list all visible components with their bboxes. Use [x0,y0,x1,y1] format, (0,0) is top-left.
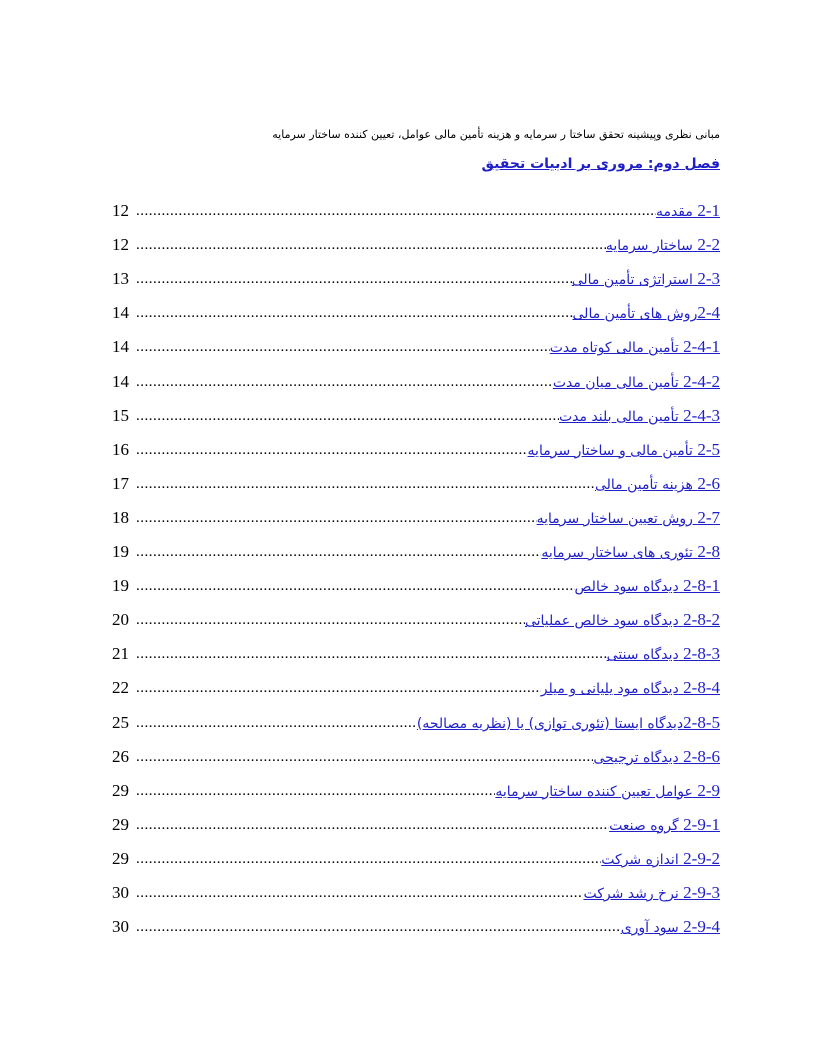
toc-entry-number: 2-8-4 [683,678,720,698]
toc-entry-label: تئوری های ساختار سرمایه [541,545,693,562]
toc-dot-leader [136,783,495,802]
toc-dot-leader [136,544,541,563]
toc-entry-label: هزینه تأمین مالی [594,476,693,493]
toc-entry-link[interactable] [593,747,720,768]
toc-entry-number: 2-8-6 [683,746,720,766]
toc-entry-label: تأمین مالی و ساختار سرمایه [527,442,693,459]
toc-entry-link[interactable] [525,610,720,631]
toc-row [112,427,720,461]
toc-page-number: 14 [112,337,129,357]
toc-entry-link[interactable] [583,883,720,904]
toc-row [112,836,720,870]
toc-row [112,188,720,222]
toc-dot-leader [136,612,525,631]
toc-entry-label: تأمین مالی کوتاه مدت [549,340,679,357]
toc-dot-leader [136,476,595,495]
toc-entry-link[interactable] [609,815,720,836]
toc-entry-link[interactable] [417,713,720,734]
toc-entry-label: مقدمه [655,204,693,221]
toc-entry-number: 2-4-2 [683,371,720,391]
toc-dot-leader [136,374,553,393]
toc-dot-leader [136,749,593,768]
toc-entry-label: گروه صنعت [609,817,679,834]
toc-entry-label: تأمین مالی بلند مدت [558,408,679,425]
toc-entry-number: 2-8-5 [683,712,720,732]
toc-page-number: 30 [112,882,129,902]
toc-entry-label: دیدگاه ایستا (تئوری توازی) یا (نظریه مصالحه) [416,715,684,732]
toc-row [112,222,720,256]
toc-dot-leader [136,817,609,836]
toc-entry-label: سود آوری [620,920,679,937]
toc-entry-link[interactable] [495,781,720,802]
toc-page-number: 15 [112,405,129,425]
toc-row [112,563,720,597]
toc-page-number: 25 [112,712,129,732]
toc-entry-link[interactable] [541,542,720,563]
toc-page-number: 21 [112,644,129,664]
toc-entry-link[interactable] [595,474,720,495]
toc-dot-leader [136,271,572,290]
toc-entry-link[interactable] [621,917,720,938]
toc-page-number: 17 [112,473,129,493]
toc-entry-number: 2-1 [697,201,720,221]
toc-entry-number: 2-9-4 [683,917,720,937]
toc-entry-number: 2-9-2 [683,848,720,868]
toc-page-number: 22 [112,678,129,698]
toc-page-number: 19 [112,576,129,596]
toc-page-number: 14 [112,371,129,391]
toc-entry-label: دیدگاه سنتی [606,647,679,664]
toc-dot-leader [136,680,541,699]
toc-page-number: 16 [112,439,129,459]
toc-entry-link[interactable] [607,644,720,665]
toc-row [112,631,720,665]
toc-entry-label: تأمین مالی میان مدت [552,374,679,391]
toc-entry-link[interactable] [573,303,720,324]
toc-entry-link[interactable] [572,269,720,290]
toc-row [112,495,720,529]
toc-row [112,461,720,495]
toc-entry-link[interactable] [559,406,720,427]
toc-page-number: 20 [112,610,129,630]
toc-dot-leader [136,339,550,358]
toc-entry-label: دیدگاه سود خالص [574,579,679,596]
toc-entry-number: 2-4-1 [683,337,720,357]
toc-row [112,802,720,836]
toc-row [112,699,720,733]
toc-dot-leader [136,203,656,222]
toc-dot-leader [136,408,559,427]
toc-row [112,734,720,768]
toc-entry-label: عوامل تعیین کننده ساختار سرمایه [495,783,693,800]
toc-page-number: 26 [112,746,129,766]
toc-dot-leader [136,885,583,904]
toc-page-number: 30 [112,917,129,937]
toc-entry-number: 2-7 [697,507,720,527]
toc-dot-leader [136,305,573,324]
toc-page-number: 13 [112,269,129,289]
toc-entry-label: روش تعیین ساختار سرمایه [536,510,693,527]
toc-entry-number: 2-8-3 [683,644,720,664]
toc-entry-number: 2-9 [697,780,720,800]
toc-page-number: 18 [112,507,129,527]
toc-dot-leader [136,442,528,461]
toc-entry-number: 2-4-3 [683,405,720,425]
toc-entry-link[interactable] [541,678,720,699]
toc-row [112,870,720,904]
toc-row [112,529,720,563]
toc-dot-leader [136,578,575,597]
toc-entry-label: ساختار سرمایه [605,238,693,255]
toc-page-number: 14 [112,303,129,323]
toc-row [112,358,720,392]
toc-entry-label: دیدگاه ترجیحی [593,749,679,766]
toc-entry-link[interactable] [528,440,720,461]
toc-page-number: 29 [112,814,129,834]
toc-dot-leader [136,715,417,734]
toc-entry-number: 2-4 [697,303,720,323]
toc-entry-label: استراتژی تأمین مالی [571,272,693,289]
toc-row [112,324,720,358]
toc-dot-leader [136,646,607,665]
toc-dot-leader [136,237,606,256]
toc-page-number: 29 [112,848,129,868]
toc-entry-link[interactable] [553,372,720,393]
toc-row [112,904,720,938]
toc-entry-number: 2-5 [697,439,720,459]
toc-entry-label: دیدگاه مود یلیانی و میلر [540,681,679,698]
toc-dot-leader [136,510,537,529]
toc-entry-link[interactable] [537,508,720,529]
toc-row [112,597,720,631]
toc-entry-number: 2-2 [697,235,720,255]
toc-row [112,290,720,324]
toc-entry-link[interactable] [601,849,720,870]
toc-entry-label: روش های تأمین مالی [572,306,698,323]
toc-entry-link[interactable] [606,235,720,256]
toc-entry-label: نرخ رشد شرکت [583,885,679,902]
toc-page-number: 19 [112,542,129,562]
toc-row [112,393,720,427]
toc-entry-number: 2-8 [697,542,720,562]
toc-page-number: 29 [112,780,129,800]
toc-entry-number: 2-9-3 [683,882,720,902]
chapter-title[interactable]: فصل دوم: مروری بر ادبیات تحقیق [481,156,720,172]
toc-row [112,665,720,699]
toc-row [112,256,720,290]
toc-page-number: 12 [112,201,129,221]
toc-entry-number: 2-8-2 [683,610,720,630]
table-of-contents [112,188,720,938]
toc-entry-link[interactable] [550,337,720,358]
toc-entry-link[interactable] [575,576,720,597]
toc-entry-number: 2-6 [697,473,720,493]
toc-entry-number: 2-9-1 [683,814,720,834]
toc-entry-link[interactable] [656,201,720,222]
toc-page-number: 12 [112,235,129,255]
toc-row [112,768,720,802]
toc-dot-leader [136,919,621,938]
running-header: مبانی نظری وپیشینه تحقق ساختا ر سرمایه و هزینه تأمین مالی عوامل، تعیین کننده ساختار سرمایه [272,128,720,141]
toc-dot-leader [136,851,601,870]
toc-entry-number: 2-8-1 [683,576,720,596]
toc-entry-label: دیدگاه سود خالص عملیاتی [524,613,679,630]
toc-entry-number: 2-3 [697,269,720,289]
toc-entry-label: اندازه شرکت [601,851,679,868]
